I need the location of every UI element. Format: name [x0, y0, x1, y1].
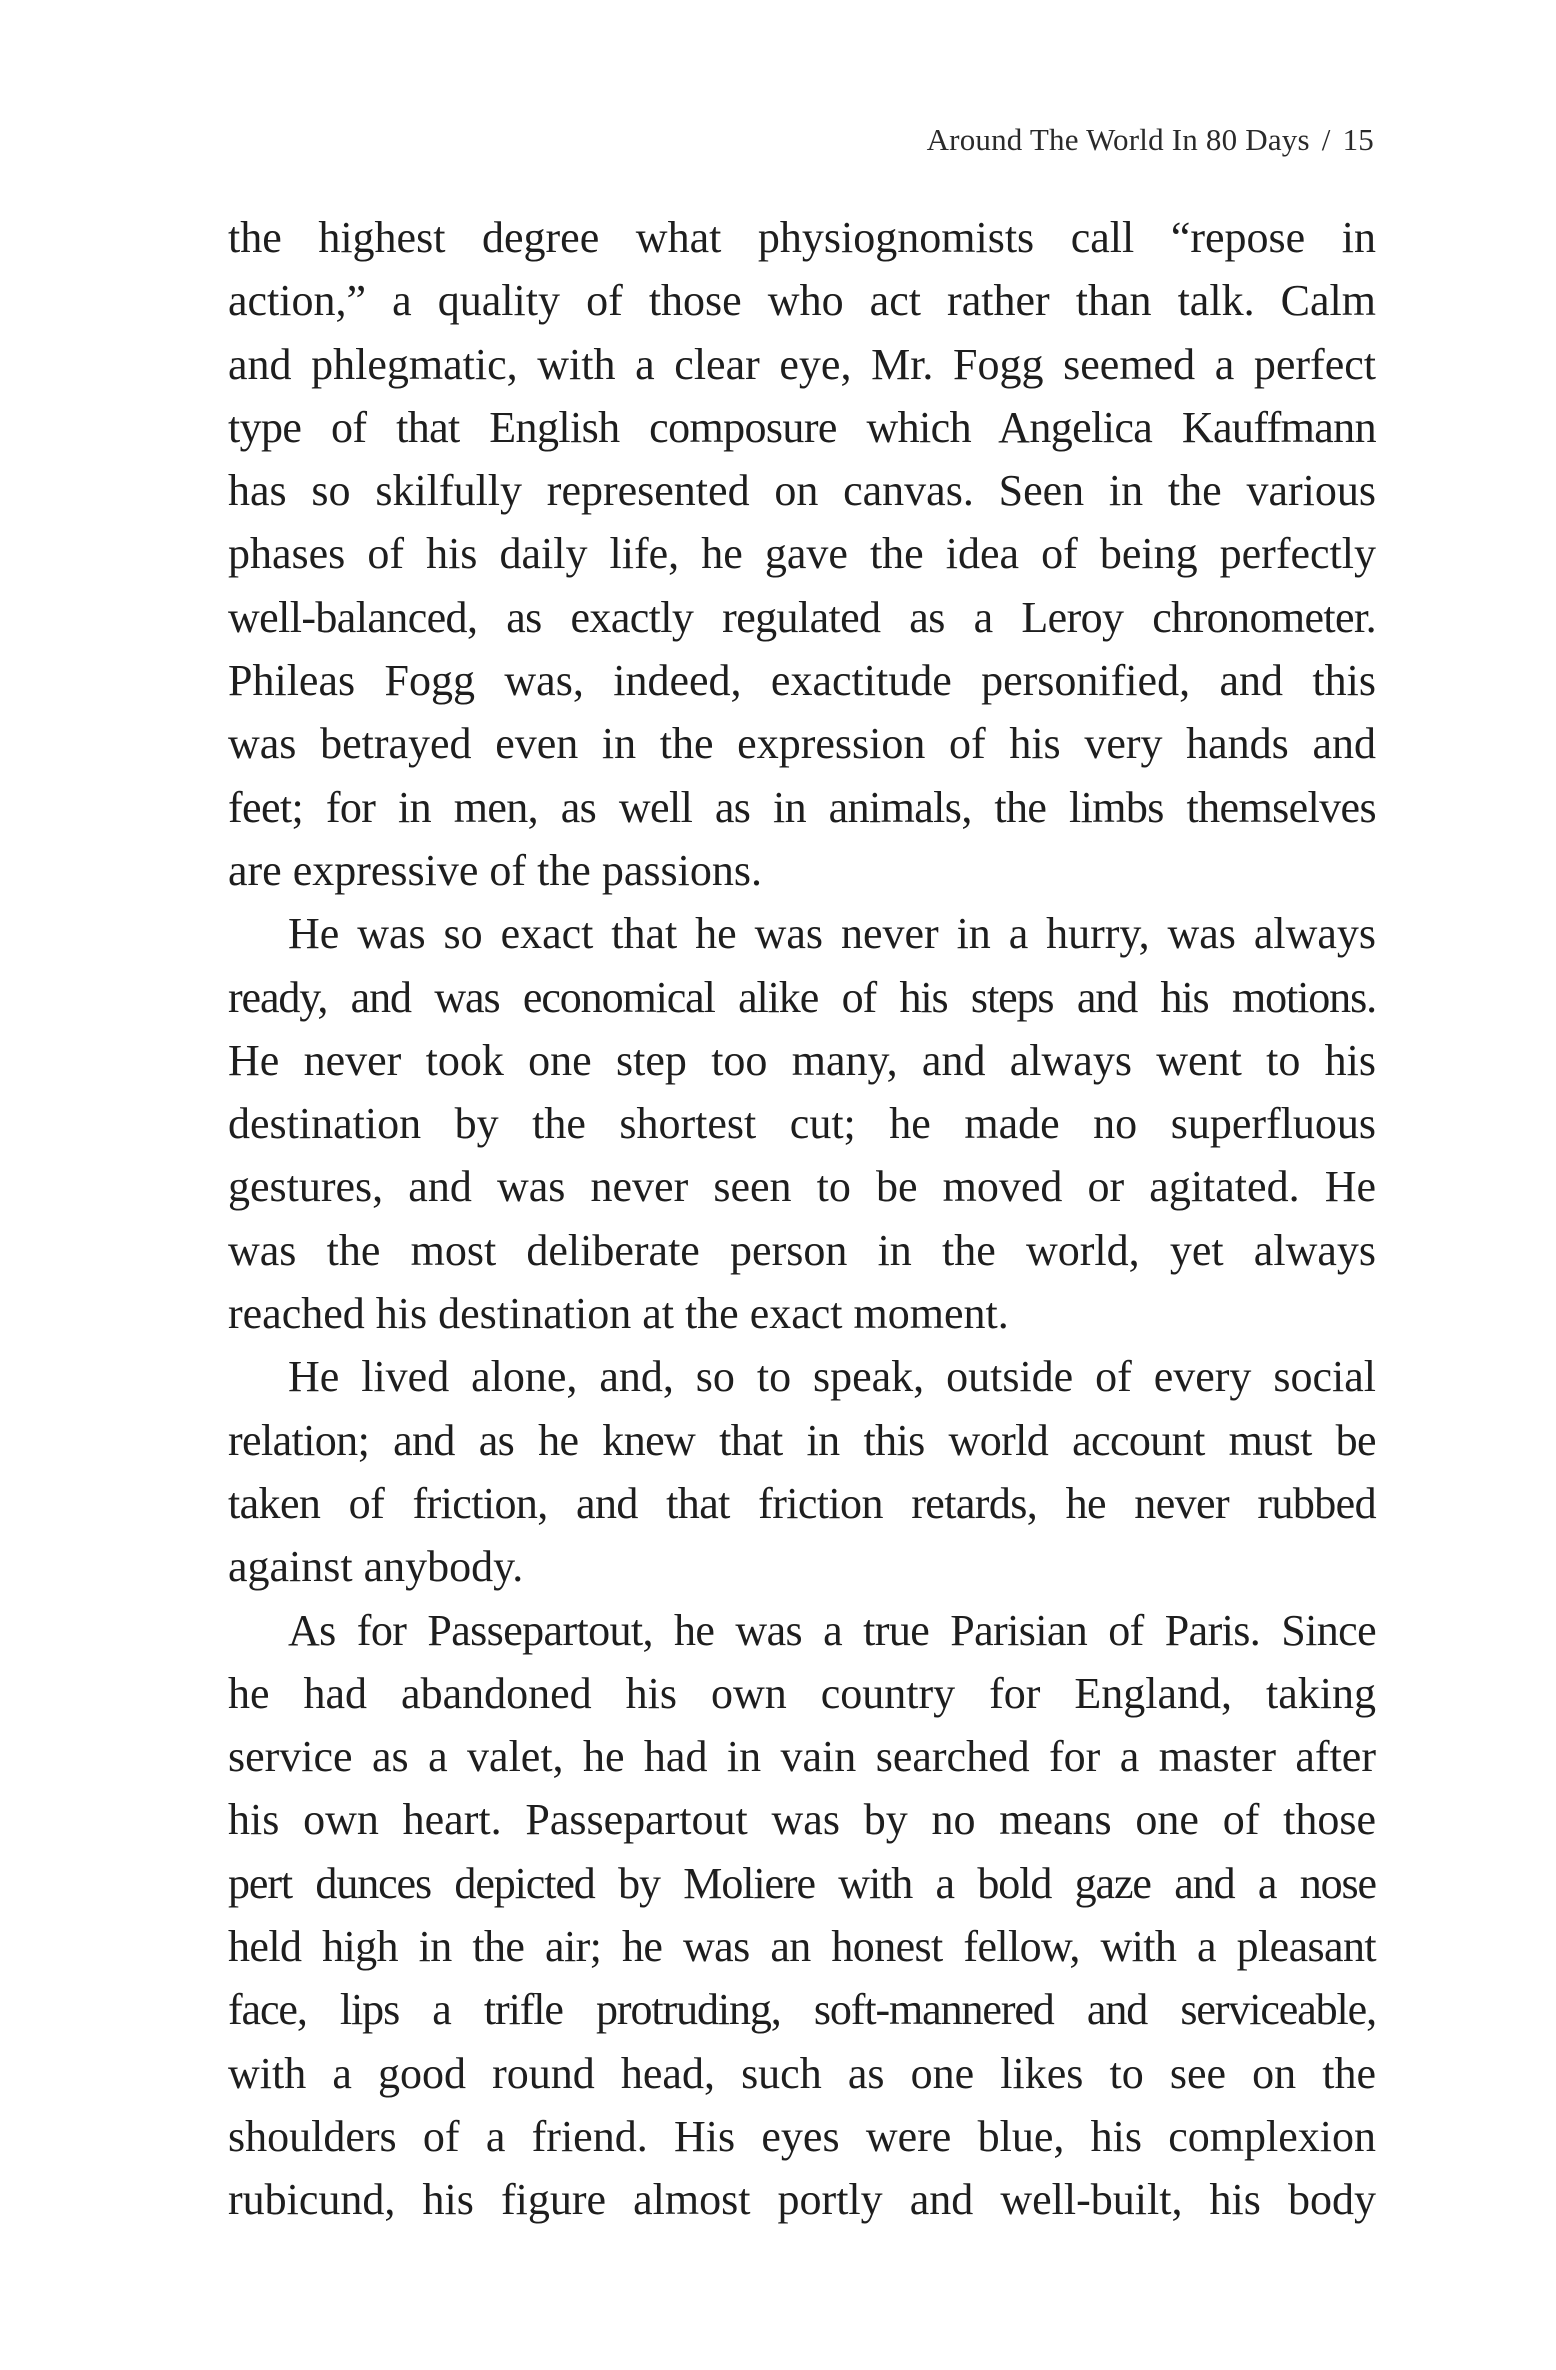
- text-line: held high in the air; he was an honest fellow, with a pleasant: [228, 1922, 1376, 1972]
- text-line: He was so exact that he was never in a hurry, was always: [288, 909, 1376, 959]
- text-line: He lived alone, and, so to speak, outside of every social: [288, 1352, 1376, 1402]
- text-line: pert dunces depicted by Moliere with a bold gaze and a nose: [228, 1858, 1376, 1908]
- text-line: he had abandoned his own country for England, taking: [228, 1668, 1376, 1718]
- text-line: shoulders of a friend. His eyes were blue, his complexion: [228, 2111, 1376, 2161]
- text-line: face, lips a trifle protruding, soft-mannered and serviceable,: [228, 1985, 1376, 2035]
- text-line: action,” a quality of those who act rather than talk. Calm: [228, 276, 1376, 326]
- text-line: was betrayed even in the expression of his very hands and: [228, 719, 1376, 769]
- text-line: rubicund, his figure almost portly and well-built, his body: [228, 2175, 1376, 2225]
- text-line: with a good round head, such as one likes to see on the: [228, 2048, 1376, 2098]
- text-line: was the most deliberate person in the world, yet always: [228, 1225, 1376, 1275]
- text-line: He never took one step too many, and always went to his: [228, 1035, 1376, 1085]
- text-line: Phileas Fogg was, indeed, exactitude personified, and this: [228, 656, 1376, 706]
- running-head: [927, 122, 1374, 158]
- text-line: destination by the shortest cut; he made no superfluous: [228, 1099, 1376, 1149]
- text-line: gestures, and was never seen to be moved or agitated. He: [228, 1162, 1376, 1212]
- text-line: service as a valet, he had in vain searched for a master after: [228, 1732, 1376, 1782]
- page-number: 15: [1342, 122, 1374, 157]
- text-line: feet; for in men, as well as in animals, the limbs themselves: [228, 782, 1376, 832]
- text-line: has so skilfully represented on canvas. Seen in the various: [228, 466, 1376, 516]
- text-line: phases of his daily life, he gave the idea of being perfectly: [228, 529, 1376, 579]
- book-title: Around The World In 80 Days: [926, 122, 1310, 157]
- text-line: reached his destination at the exact moment.: [228, 1289, 1009, 1339]
- text-line: against anybody.: [228, 1542, 524, 1592]
- text-line: his own heart. Passepartout was by no means one of those: [228, 1795, 1376, 1845]
- text-line: taken of friction, and that friction retards, he never rubbed: [228, 1478, 1376, 1528]
- text-line: are expressive of the passions.: [228, 845, 762, 895]
- header-separator: /: [1321, 122, 1331, 157]
- text-line: well-balanced, as exactly regulated as a Leroy chronometer.: [228, 592, 1376, 642]
- body-text: [228, 206, 1376, 2232]
- text-line: As for Passepartout, he was a true Parisian of Paris. Since: [288, 1605, 1376, 1655]
- text-line: type of that English composure which Angelica Kauffmann: [228, 402, 1376, 452]
- text-line: and phlegmatic, with a clear eye, Mr. Fogg seemed a perfect: [228, 339, 1376, 389]
- text-line: ready, and was economical alike of his steps and his motions.: [228, 972, 1376, 1022]
- text-line: the highest degree what physiognomists call “repose in: [228, 213, 1376, 262]
- text-line: relation; and as he knew that in this world account must be: [228, 1415, 1376, 1465]
